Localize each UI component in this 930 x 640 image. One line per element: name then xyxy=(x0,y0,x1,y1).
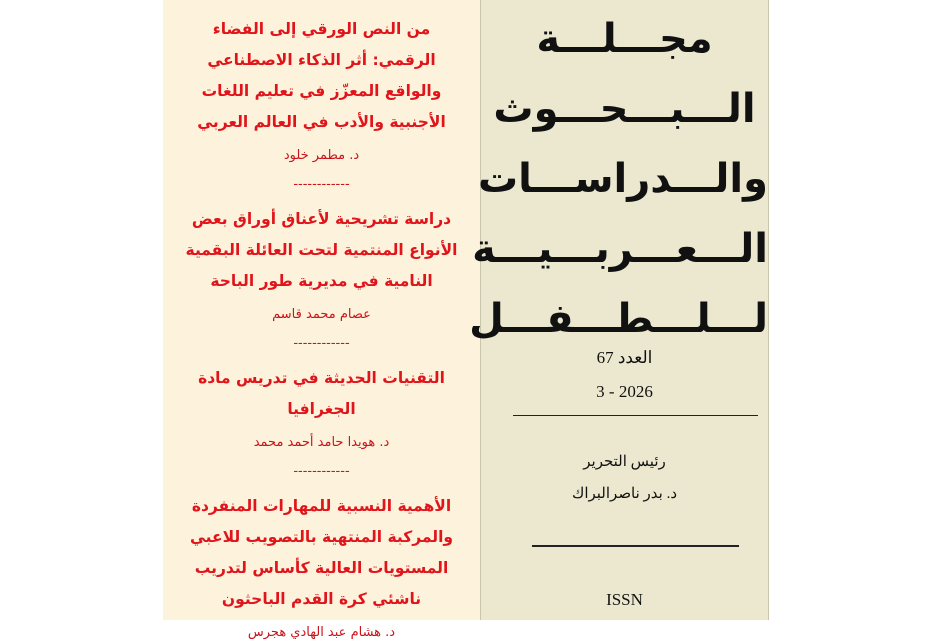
journal-panel xyxy=(469,0,769,620)
editor-label: رئيس التحرير xyxy=(583,454,666,470)
divider xyxy=(513,415,758,416)
divider xyxy=(532,545,739,547)
journal-title-line: لـــلـــطـــفـــل xyxy=(469,296,768,342)
issn-label: ISSN xyxy=(606,590,643,609)
article-author: عصام محمد قاسم xyxy=(272,307,371,322)
article-author: د. مطمر خلود xyxy=(283,148,360,163)
issue-number: العدد 67 xyxy=(596,348,653,367)
article-title: التقنيات الحديثة في تدريس مادة الجغرافيا xyxy=(198,369,445,418)
journal-title-line: الـــعـــربـــيـــة xyxy=(472,226,768,272)
journal-title-line: مجـــلـــة xyxy=(536,16,713,62)
article-title: دراسة تشريحية لأعناق أوراق بعض الأنواع المنتمية لتحت العائلة البقمية النامية في مديرية طور الباحة xyxy=(185,210,458,290)
separator: ------------ xyxy=(293,336,350,351)
editor-name: د. بدر ناصرالبراك xyxy=(571,486,678,502)
journal-title-line: والـــدراســـات xyxy=(477,156,768,202)
article-title: الأهمية النسبية للمهارات المنفردة والمركبة المنتهية بالتصويب للاعبي المستويات العالية كأساس لتدريب ناشئي كرة القدم الباحثون xyxy=(189,497,454,608)
article-author: د. هويدا حامد أحمد محمد xyxy=(253,435,390,450)
article-author: د. هشام عبد الهادي هجرس xyxy=(247,625,396,640)
separator: ------------ xyxy=(293,464,350,479)
articles-panel xyxy=(163,0,480,640)
separator: ------------ xyxy=(293,177,350,192)
journal-title-line: الـــبـــحـــوث xyxy=(493,86,756,132)
issue-date: 3 - 2026 xyxy=(596,382,653,401)
article-title: من النص الورقي إلى الفضاء الرقمي: أثر الذكاء الاصطناعي والواقع المعزّز في تعليم اللغات الأجنبية والأدب في العالم العربي xyxy=(197,20,446,131)
